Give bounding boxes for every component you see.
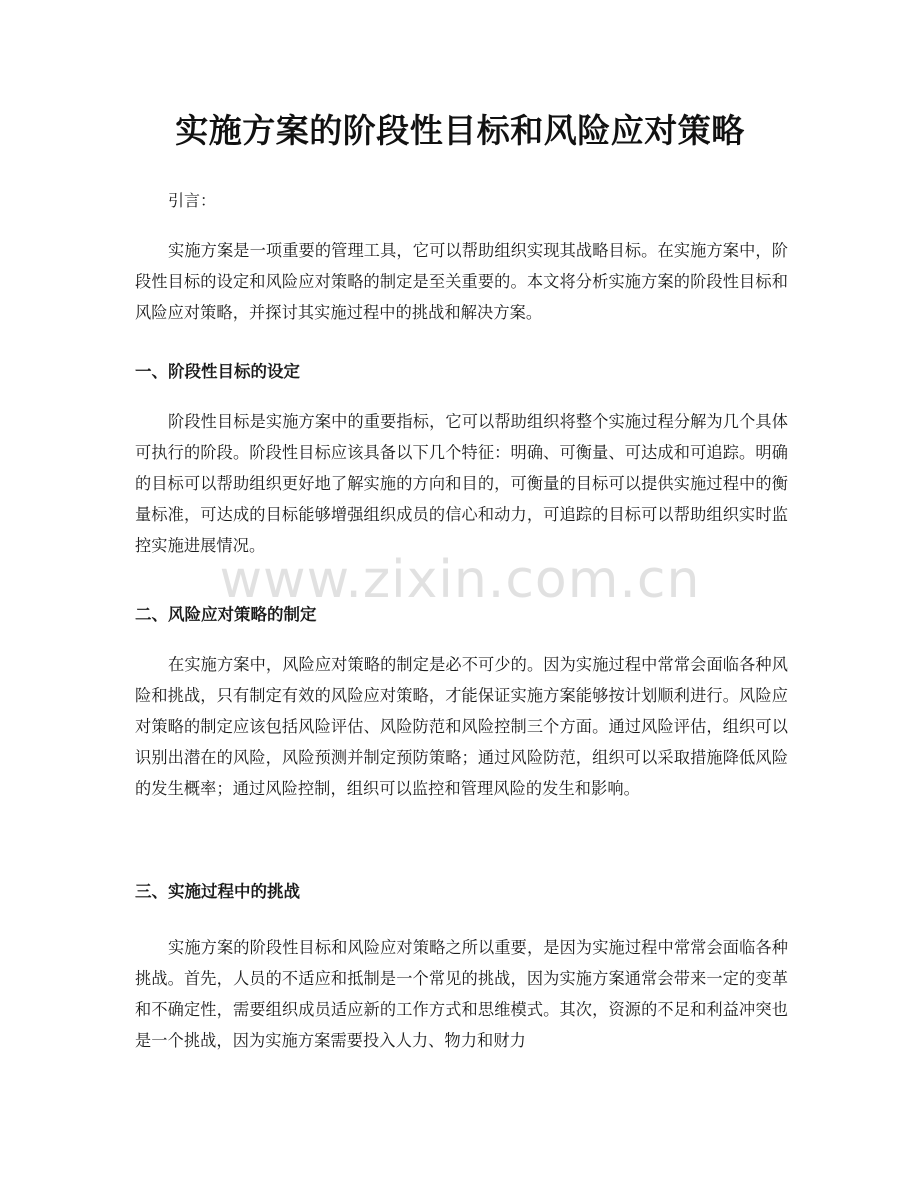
section-paragraph-goals: 阶段性目标是实施方案中的重要指标，它可以帮助组织将整个实施过程分解为几个具体可执行的阶段。阶段性目标应该具备以下几个特征：明确、可衡量、可达成和可追踪。明确的目标可以帮助组织更好地了解实施的方向和目的，可衡量的目标可以提供实施过程中的衡量标准，可达成的目标能够增强组织成员的信心和动力，可追踪的目标可以帮助组织实时监控实施进展情况。 — [135, 412, 788, 555]
section-heading-goals: 一、阶段性目标的设定 — [135, 362, 300, 381]
intro-paragraph: 实施方案是一项重要的管理工具，它可以帮助组织实现其战略目标。在实施方案中，阶段性目标的设定和风险应对策略的制定是至关重要的。本文将分析实施方案的阶段性目标和风险应对策略，并探讨其实施过程中的挑战和解决方案。 — [135, 241, 788, 322]
section-heading-risk-strategy: 二、风险应对策略的制定 — [135, 605, 317, 624]
section-heading-challenges: 三、实施过程中的挑战 — [135, 882, 300, 901]
watermark: www.zixin.com.cn — [219, 550, 701, 610]
section-paragraph-risk-strategy: 在实施方案中，风险应对策略的制定是必不可少的。因为实施过程中常常会面临各种风险和挑战，只有制定有效的风险应对策略，才能保证实施方案能够按计划顺利进行。风险应对策略的制定应该包括风险评估、风险防范和风险控制三个方面。通过风险评估，组织可以识别出潜在的风险，风险预测并制定预防策略；通过风险防范，组织可以采取措施降低风险的发生概率；通过风险控制，组织可以监控和管理风险的发生和影响。 — [135, 655, 788, 798]
section-paragraph-challenges: 实施方案的阶段性目标和风险应对策略之所以重要，是因为实施过程中常常会面临各种挑战。首先，人员的不适应和抵制是一个常见的挑战，因为实施方案通常会带来一定的变革和不确定性，需要组织成员适应新的工作方式和思维模式。其次，资源的不足和利益冲突也是一个挑战，因为实施方案需要投入人力、物力和财力 — [135, 938, 788, 1050]
intro-label: 引言： — [168, 191, 217, 210]
document-title: 实施方案的阶段性目标和风险应对策略 — [175, 111, 745, 150]
